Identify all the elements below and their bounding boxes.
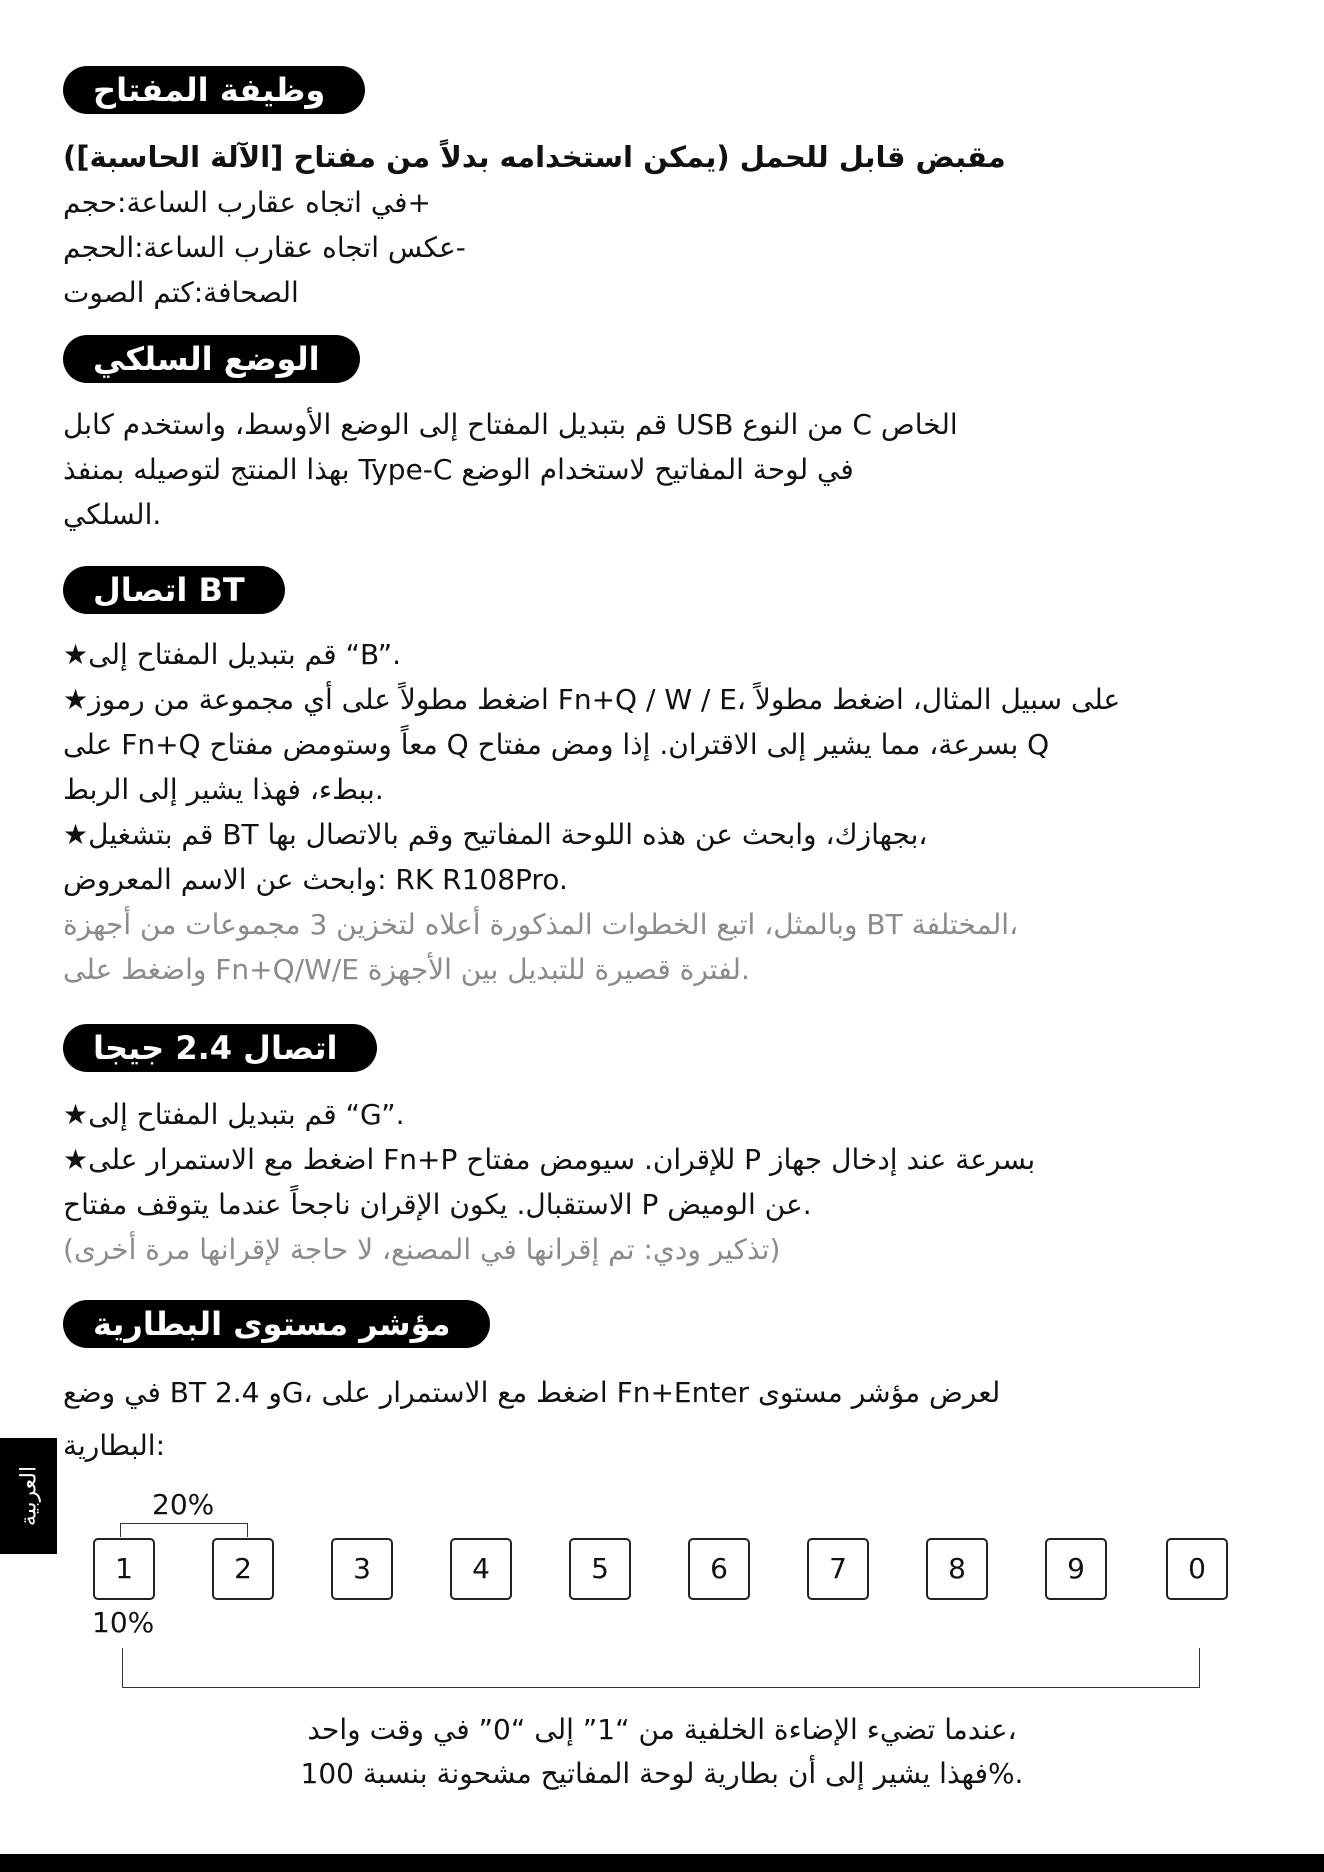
- battery-line-1: في وضع BT و 2.4G، اضغط مع الاستمرار على Fn+Enter لعرض مؤشر مستوى: [63, 1376, 1001, 1409]
- bt-line-1: ★قم بتبديل المفتاح إلى “B”.: [63, 638, 402, 671]
- bt-note-line-2: واضغط على Fn+Q/W/E لفترة قصيرة للتبديل بين الأجهزة.: [63, 953, 750, 986]
- pct-label-10: 10%: [92, 1606, 155, 1639]
- key-0: 0: [1166, 1538, 1228, 1600]
- section-title-24g: [63, 1024, 377, 1072]
- pct-label-20: 20%: [152, 1488, 215, 1521]
- g24-line-3: الاستقبال. يكون الإقران ناجحاً عندما يتوقف مفتاح P عن الوميض.: [63, 1188, 812, 1221]
- bt-note-line-1: وبالمثل، اتبع الخطوات المذكورة أعلاه لتخزين 3 مجموعات من أجهزة BT المختلفة،: [63, 908, 1019, 941]
- bt-line-6: وابحث عن الاسم المعروض: RK R108Pro.: [63, 863, 568, 896]
- key-1: 1: [93, 1538, 155, 1600]
- bracket-20-percent: [120, 1523, 248, 1537]
- section-title-wired-label: الوضع السلكي: [93, 340, 320, 378]
- knob-text: [63, 135, 1263, 315]
- g24-text: [63, 1092, 1263, 1272]
- knob-line-1: مقبض قابل للحمل (يمكن استخدامه بدلاً من مفتاح [الآلة الحاسبة]): [63, 140, 1006, 174]
- battery-key-row: [93, 1538, 1233, 1600]
- battery-footnote-2: فهذا يشير إلى أن بطارية لوحة المفاتيح مشحونة بنسبة 100%.: [300, 1757, 1024, 1790]
- language-side-tab: [0, 1438, 57, 1554]
- language-side-tab-label: العربية: [16, 1465, 41, 1527]
- wired-line-1: قم بتبديل المفتاح إلى الوضع الأوسط، واستخدم كابل USB من النوع C الخاص: [63, 408, 958, 441]
- key-5: 5: [569, 1538, 631, 1600]
- section-title-wired: [63, 335, 360, 383]
- battery-footnote-1: عندما تضيء الإضاءة الخلفية من “1” إلى “0” في وقت واحد،: [307, 1713, 1017, 1746]
- section-title-knob-label: وظيفة المفتاح: [93, 71, 326, 109]
- key-8: 8: [926, 1538, 988, 1600]
- section-title-bt-label: اتصال BT: [93, 571, 245, 609]
- knob-line-3: عكس اتجاه عقارب الساعة:الحجم-: [63, 231, 466, 264]
- g24-line-1: ★قم بتبديل المفتاح إلى “G”.: [63, 1098, 405, 1131]
- g24-note-line-1: (تذكير ودي: تم إقرانها في المصنع، لا حاجة لإقرانها مرة أخرى): [63, 1233, 781, 1266]
- wired-line-2: بهذا المنتج لتوصيله بمنفذ Type-C في لوحة المفاتيح لاستخدام الوضع: [63, 453, 854, 486]
- key-7: 7: [807, 1538, 869, 1600]
- key-3: 3: [331, 1538, 393, 1600]
- bt-line-4: ببطء، فهذا يشير إلى الربط.: [63, 773, 384, 806]
- bt-line-2: ★اضغط مطولاً على أي مجموعة من رموز Fn+Q / W / E، على سبيل المثال، اضغط مطولاً: [63, 683, 1121, 716]
- wired-line-3: السلكي.: [63, 498, 162, 531]
- battery-line-2: البطارية:: [63, 1429, 166, 1462]
- page-bottom-bar: [0, 1854, 1324, 1872]
- section-title-knob: [63, 66, 365, 114]
- section-title-battery-label: مؤشر مستوى البطارية: [93, 1305, 451, 1343]
- bt-text: [63, 632, 1263, 992]
- knob-line-2: في اتجاه عقارب الساعة:حجم+: [63, 186, 432, 219]
- section-title-bt: [63, 566, 285, 614]
- bt-line-5: ★قم بتشغيل BT بجهازك، وابحث عن هذه اللوحة المفاتيح وقم بالاتصال بها،: [63, 818, 928, 851]
- knob-line-4: الصحافة:كتم الصوت: [63, 276, 299, 309]
- bracket-full-range: [122, 1648, 1200, 1688]
- key-9: 9: [1045, 1538, 1107, 1600]
- section-title-24g-label: اتصال 2.4 جيجا: [93, 1029, 338, 1067]
- wired-text: [63, 402, 1263, 537]
- battery-text: [63, 1366, 1263, 1472]
- g24-line-2: ★اضغط مع الاستمرار على Fn+P للإقران. سيومض مفتاح P بسرعة عند إدخال جهاز: [63, 1143, 1036, 1176]
- section-title-battery: [63, 1300, 490, 1348]
- bt-line-3: على Fn+Q معاً وستومض مفتاح Q بسرعة، مما يشير إلى الاقتران. إذا ومض مفتاح Q: [63, 728, 1050, 761]
- key-6: 6: [688, 1538, 750, 1600]
- key-4: 4: [450, 1538, 512, 1600]
- key-2: 2: [212, 1538, 274, 1600]
